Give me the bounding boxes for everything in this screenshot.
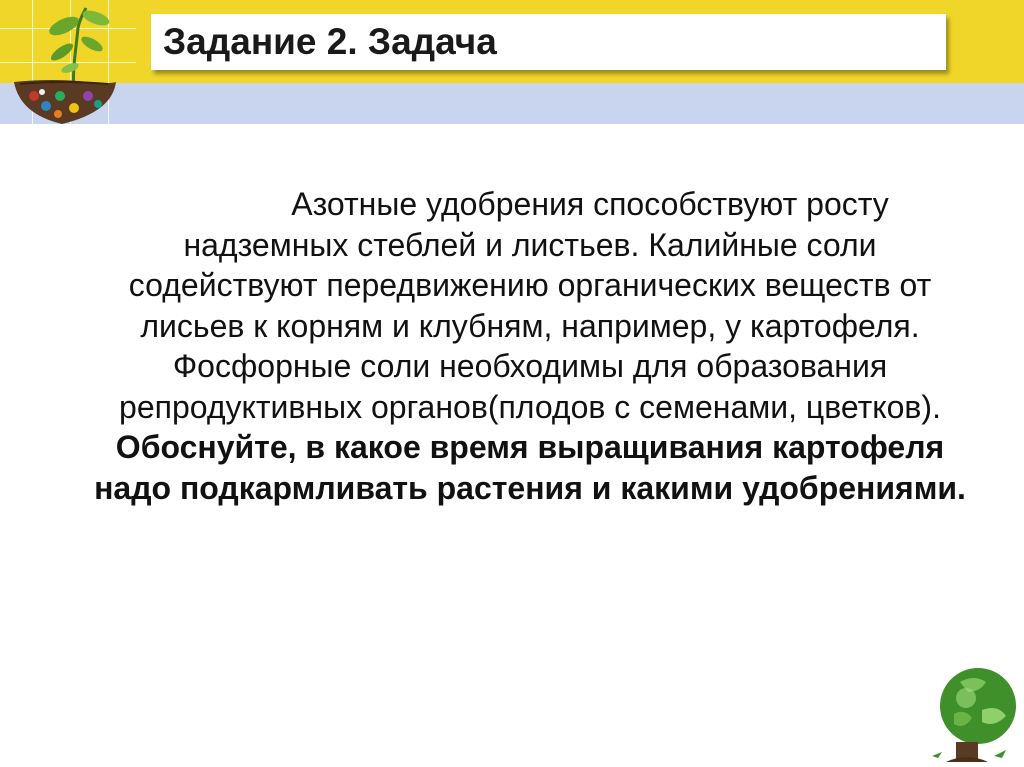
slide-body bbox=[90, 184, 970, 508]
sprout-over-globe-icon bbox=[0, 0, 140, 128]
header-blue-band bbox=[0, 83, 1024, 124]
task-paragraph: Азотные удобрения способствуют росту надземных стеблей и листьев. Калийные соли содействуют передвижению органических веществ от лисьев к корням и клубням, например, у картофеля. Фосфорные соли необходимы для образования репродуктивных органов(плодов с семенами, цветков). bbox=[119, 186, 941, 425]
title-box bbox=[151, 14, 946, 70]
tree-globe-icon bbox=[920, 652, 1024, 767]
slide-title: Задание 2. Задача bbox=[163, 21, 497, 62]
task-question: Обоснуйте, в какое время выращивания картофеля надо подкармливать растения и какими удобрениями. bbox=[94, 429, 966, 506]
